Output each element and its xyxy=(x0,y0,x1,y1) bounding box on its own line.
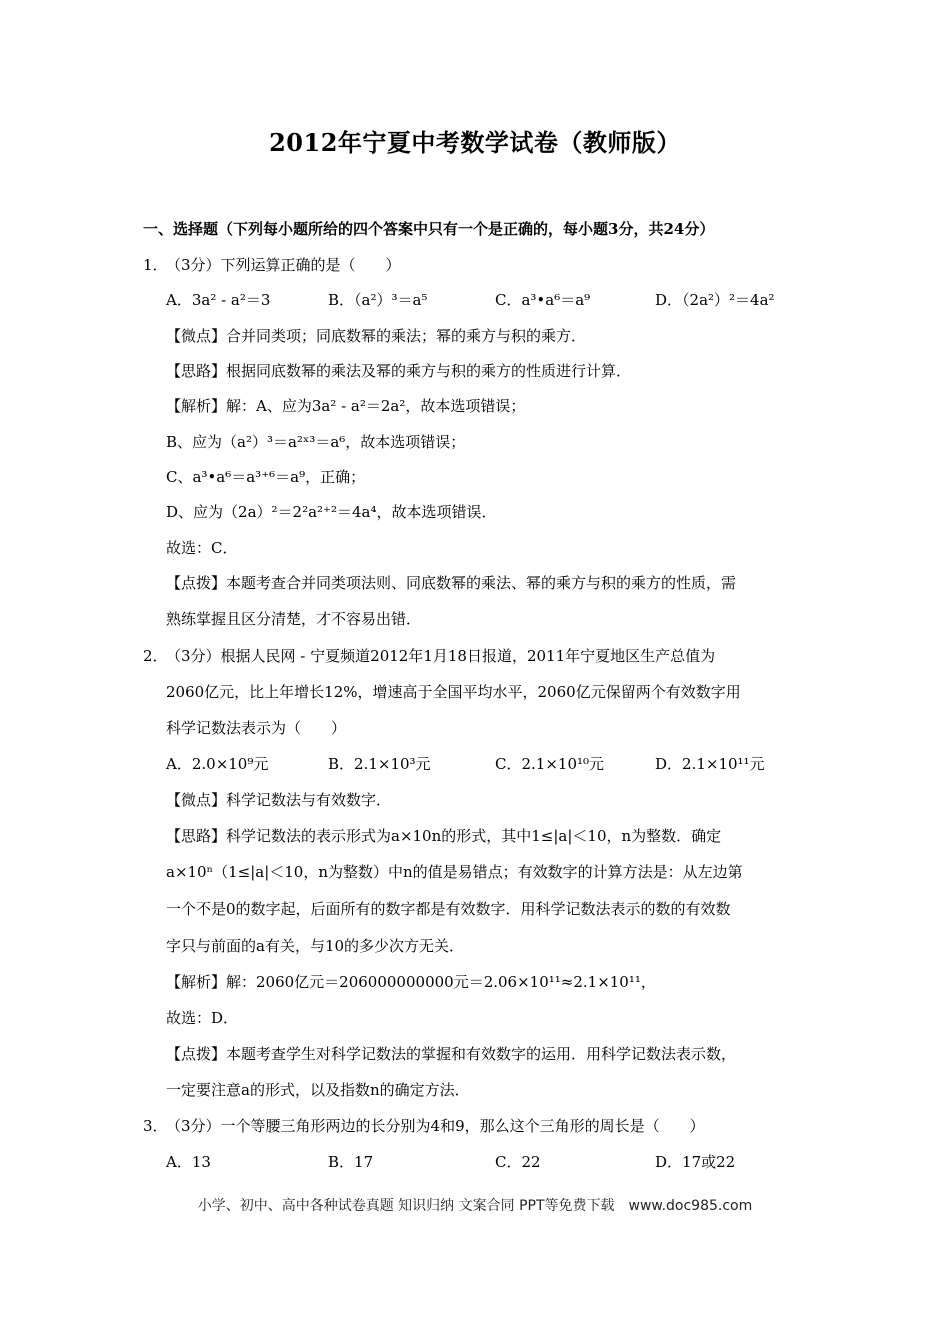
q1-option-c: C．a³•a⁶＝a⁹ xyxy=(495,291,591,309)
question-1-number: 1． xyxy=(143,256,168,274)
question-2-stem xyxy=(143,646,715,666)
q1-jiexi-line: C、a³•a⁶＝a³⁺⁶＝a⁹，正确； xyxy=(166,468,366,486)
q2-silu-line: a×10ⁿ（1≤|a|＜10，n为整数）中n的值是易错点；有效数字的计算方法是：从左边第 xyxy=(166,863,743,881)
q2-silu-line: 一个不是0的数字起，后面所有的数字都是有效数字．用科学记数法表示的数的有效数 xyxy=(166,900,731,918)
q2-dianbo-line: 一定要注意a的形式，以及指数n的确定方法． xyxy=(166,1081,470,1099)
q1-jiexi-line: 【解析】解：A、应为3a² - a²＝2a²，故本选项错误； xyxy=(166,397,526,415)
q1-jiexi-line: D、应为（2a）²＝2²a²⁺²＝4a⁴，故本选项错误． xyxy=(166,503,497,521)
q1-weidian: 【微点】合并同类项；同底数幂的乘法；幂的乘方与积的乘方． xyxy=(166,327,587,345)
q3-option-c: C．22 xyxy=(495,1153,541,1171)
q1-silu: 【思路】根据同底数幂的乘法及幂的乘方与积的乘方的性质进行计算． xyxy=(166,362,632,380)
question-3-number: 3． xyxy=(143,1117,168,1135)
q2-silu-line: 【思路】科学记数法的表示形式为a×10n的形式，其中1≤|a|＜10，n为整数．确定 xyxy=(166,827,722,845)
q1-dianbo-line: 熟练掌握且区分清楚，才不容易出错． xyxy=(166,610,422,628)
q2-option-a: A．2.0×10⁹元 xyxy=(166,755,269,773)
q1-option-b: B．（a²）³＝a⁵ xyxy=(328,291,428,309)
question-2-number: 2． xyxy=(143,647,168,665)
q3-option-b: B．17 xyxy=(328,1153,374,1171)
question-2-text: （3分）根据人民网 - 宁夏频道2012年1月18日报道，2011年宁夏地区生产总值为 xyxy=(166,647,716,665)
page-title: 2012年宁夏中考数学试卷（教师版） xyxy=(269,128,681,157)
question-1-text: （3分）下列运算正确的是（ ） xyxy=(166,256,401,274)
section-heading: 一、选择题（下列每小题所给的四个答案中只有一个是正确的，每小题3分，共24分） xyxy=(143,220,715,238)
q1-jiexi-line: B、应为（a²）³＝a²ˣ³＝a⁶，故本选项错误； xyxy=(166,433,466,451)
q2-dianbo-line: 【点拨】本题考查学生对科学记数法的掌握和有效数字的运用．用科学记数法表示数， xyxy=(166,1045,737,1063)
q2-weidian: 【微点】科学记数法与有效数字． xyxy=(166,791,392,809)
question-3-text: （3分）一个等腰三角形两边的长分别为4和9，那么这个三角形的周长是（ ） xyxy=(166,1117,705,1135)
question-3-stem xyxy=(143,1116,705,1136)
q2-answer: 故选：D． xyxy=(166,1009,239,1027)
q3-option-d: D．17或22 xyxy=(655,1153,736,1171)
q2-jiexi: 【解析】解：2060亿元＝206000000000元＝2.06×10¹¹≈2.1×10¹¹， xyxy=(166,973,656,991)
q1-answer: 故选：C． xyxy=(166,539,238,557)
q2-silu-line: 字只与前面的a有关，与10的多少次方无关． xyxy=(166,937,465,955)
q3-option-a: A．13 xyxy=(166,1153,211,1171)
q1-dianbo-line: 【点拨】本题考查合并同类项法则、同底数幂的乘法、幂的乘方与积的乘方的性质，需 xyxy=(166,574,737,592)
question-2-text: 2060亿元，比上年增长12%，增速高于全国平均水平，2060亿元保留两个有效数字用 xyxy=(166,683,741,701)
q1-option-d: D．（2a²）²＝4a² xyxy=(655,291,775,309)
q2-option-d: D．2.1×10¹¹元 xyxy=(655,755,765,773)
question-1-stem xyxy=(143,255,401,275)
q2-option-c: C．2.1×10¹⁰元 xyxy=(495,755,605,773)
page-footer: 小学、初中、高中各种试卷真题 知识归纳 文案合同 PPT等免费下载 www.doc985.com xyxy=(197,1198,753,1214)
question-2-text: 科学记数法表示为（ ） xyxy=(166,719,347,737)
q2-option-b: B．2.1×10³元 xyxy=(328,755,431,773)
q1-option-a: A．3a² - a²＝3 xyxy=(166,291,271,309)
